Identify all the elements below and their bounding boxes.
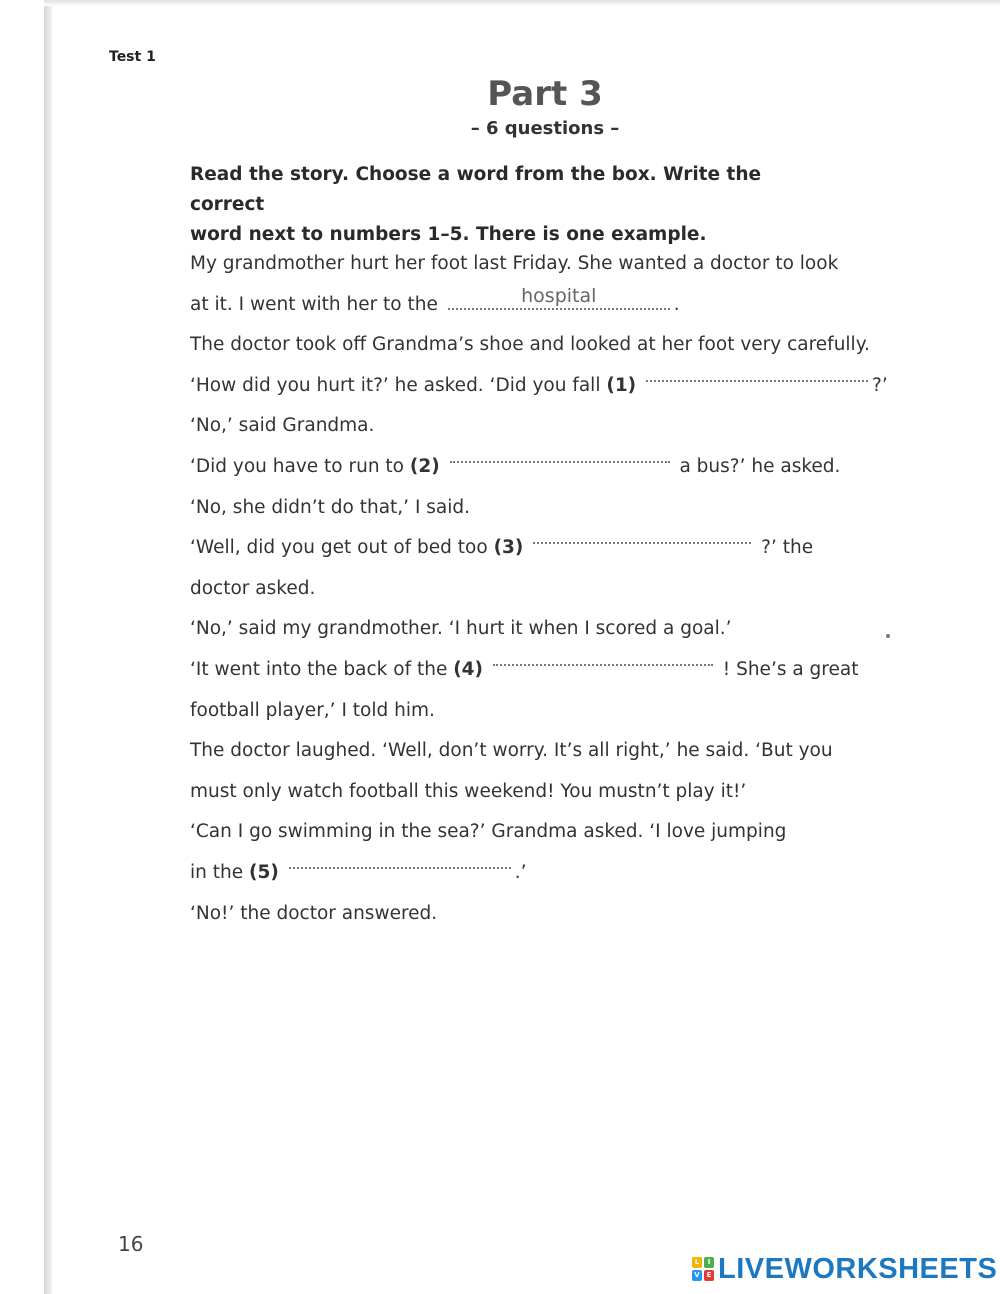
answer-blank-2[interactable] (450, 447, 670, 463)
story-line: ‘No,’ said Grandma. (190, 415, 375, 437)
liveworksheets-logo (692, 1252, 997, 1286)
story-text (190, 244, 888, 934)
logo-squares-icon (692, 1257, 714, 1281)
story-line (190, 528, 870, 569)
story-text-segment: a bus?’ he asked. (679, 455, 841, 477)
stray-mark (886, 634, 890, 638)
story-text-segment: ‘Did you have to run to (190, 455, 404, 477)
story-text-segment: ‘It went into the back of the (190, 658, 448, 680)
story-text-segment: ?’ the (761, 537, 814, 559)
story-text-segment: ‘How did you hurt it?’ he asked. ‘Did you fall (190, 374, 601, 396)
question-number-2: (2) (409, 455, 440, 477)
story-line: doctor asked. (190, 577, 316, 599)
logo-square: L (692, 1257, 702, 1268)
answer-blank-1[interactable] (646, 366, 868, 382)
instructions (190, 160, 840, 250)
story-line: ‘No!’ the doctor answered. (190, 902, 438, 924)
story-text-segment: at it. I went with her to the (190, 293, 438, 315)
story-line: ‘No,’ said my grandmother. ‘I hurt it when I scored a goal.’ (190, 618, 732, 640)
question-number-4: (4) (453, 658, 484, 680)
part-title: Part 3 (487, 74, 603, 114)
story-line (190, 650, 870, 691)
story-line: The doctor took off Grandma’s shoe and looked at her foot very carefully. (190, 334, 870, 356)
logo-square: I (704, 1257, 714, 1268)
instructions-line-1: Read the story. Choose a word from the box. Write the correct (190, 164, 762, 215)
question-number-5: (5) (249, 861, 279, 883)
part-subtitle: – 6 questions – (470, 118, 620, 139)
example-answer-blank (448, 284, 670, 310)
story-line: The doctor laughed. ‘Well, don’t worry. It’s all right,’ he said. ‘But you (190, 740, 833, 762)
story-line (190, 447, 870, 488)
story-line: must only watch football this weekend! You mustn’t play it!’ (190, 780, 747, 802)
answer-input-2[interactable] (450, 457, 674, 477)
answer-blank-4[interactable] (493, 650, 713, 666)
answer-input-1[interactable] (646, 376, 872, 396)
answer-blank-3[interactable] (533, 528, 751, 544)
story-line: ‘No, she didn’t do that,’ I said. (190, 496, 471, 518)
instructions-line-2: word next to numbers 1–5. There is one example. (190, 224, 707, 245)
story-text-segment: ‘Well, did you get out of bed too (190, 537, 488, 559)
story-text-segment: .’ (514, 861, 527, 883)
story-line (190, 366, 888, 407)
answer-input-4[interactable] (493, 660, 717, 680)
answer-input-3[interactable] (533, 539, 755, 559)
story-text-segment: ?’ (872, 374, 888, 396)
logo-square: E (704, 1270, 714, 1281)
story-line (190, 285, 870, 326)
question-number-1: (1) (606, 374, 637, 396)
test-label: Test 1 (109, 49, 156, 65)
answer-input-5[interactable] (289, 863, 515, 883)
page-top-shadow (44, 0, 1000, 6)
story-line: football player,’ I told him. (190, 699, 435, 721)
story-text-segment: . (673, 293, 680, 315)
story-text-segment: ! She’s a great (722, 658, 859, 680)
story-text-segment: in the (190, 861, 244, 883)
story-line: My grandmother hurt her foot last Friday. She wanted a doctor to look (190, 253, 839, 274)
logo-text: LIVEWORKSHEETS (718, 1252, 998, 1285)
story-line: ‘Can I go swimming in the sea?’ Grandma asked. ‘I love jumping (190, 821, 787, 843)
story-line (190, 853, 870, 894)
answer-blank-5[interactable] (289, 853, 511, 869)
page-number: 16 (118, 1232, 144, 1256)
example-answer: hospital (521, 284, 597, 307)
question-number-3: (3) (493, 537, 524, 559)
page-edge-shadow (44, 0, 52, 1294)
logo-square: V (692, 1270, 702, 1281)
